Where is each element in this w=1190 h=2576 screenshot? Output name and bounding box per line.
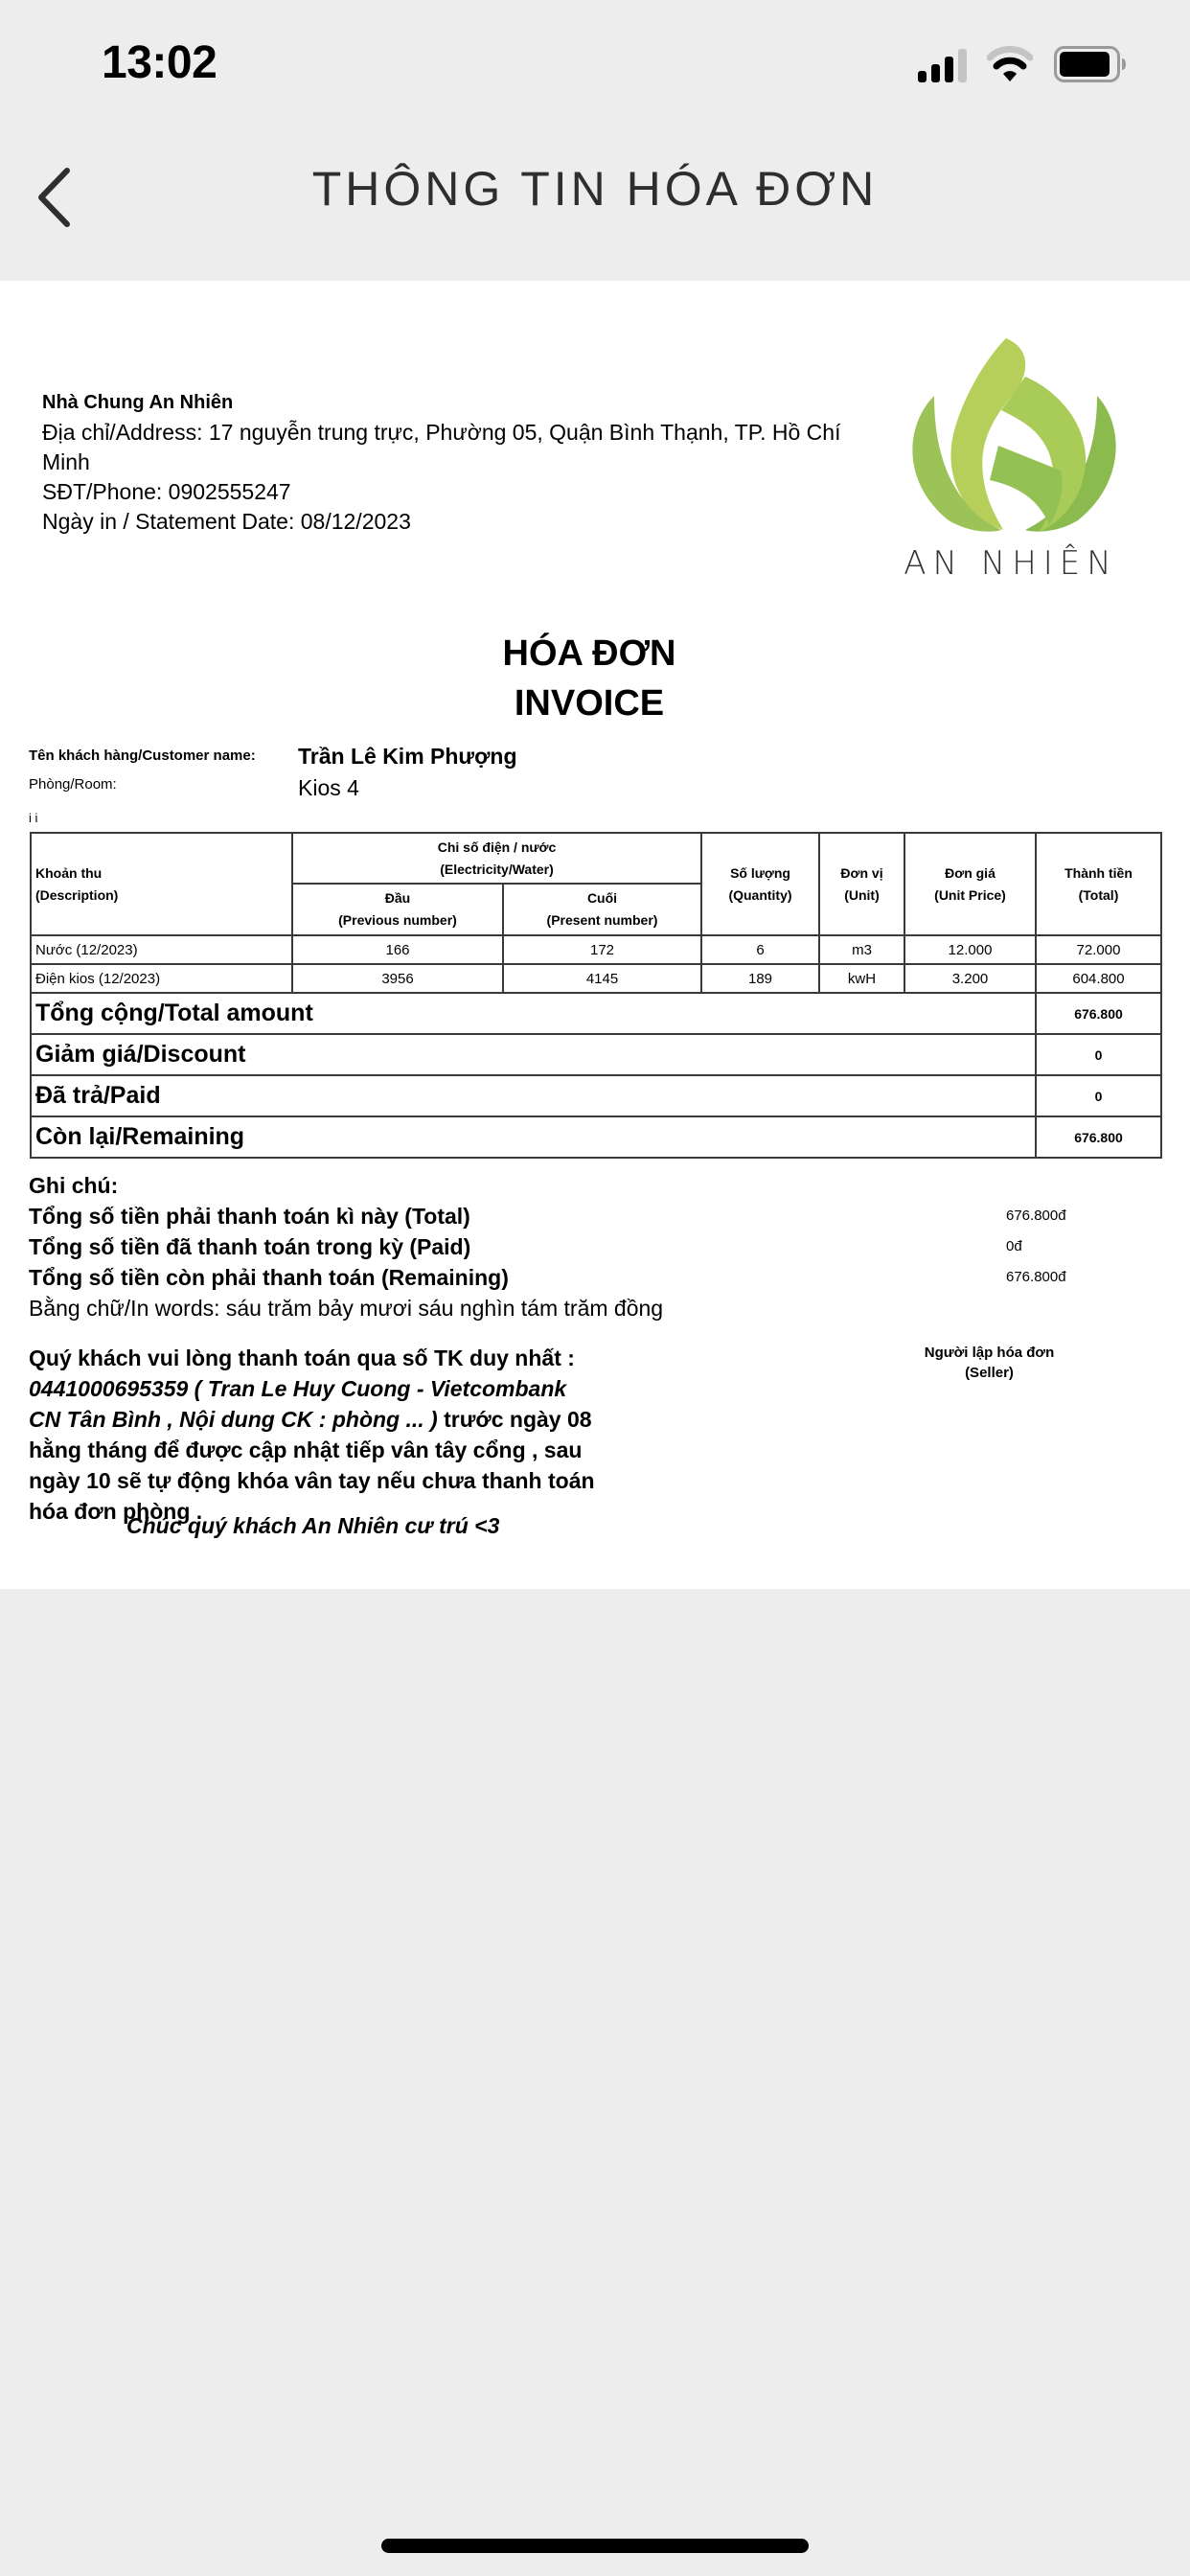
notes-heading: Ghi chú: <box>29 1173 119 1198</box>
transfer-content: CN Tân Bình , Nội dung CK : phòng ... ) <box>29 1407 438 1432</box>
header-unit: Đơn vị (Unit) <box>819 833 904 935</box>
payment-instructions <box>29 1343 642 1527</box>
cell-total: 604.800 <box>1036 964 1161 993</box>
note-paid-value: 0đ <box>1006 1238 1022 1254</box>
cell-description: Nước (12/2023) <box>31 935 292 964</box>
company-phone: SĐT/Phone: 0902555247 <box>42 479 291 504</box>
cell-present: 172 <box>503 935 701 964</box>
notes-values <box>1006 1201 1066 1293</box>
header-meter-group: Chi số điện / nước (Electricity/Water) <box>292 833 701 884</box>
payment-line-4: hằng tháng để được cập nhật tiếp vân tây cổng , sau <box>29 1438 583 1462</box>
cell-description: Điện kios (12/2023) <box>31 964 292 993</box>
cell-previous: 3956 <box>292 964 503 993</box>
company-name: Nhà Chung An Nhiên <box>42 392 234 413</box>
customer-name-label: Tên khách hàng/Customer name: <box>29 748 256 764</box>
invoice-document <box>0 281 1190 1589</box>
summary-label: Còn lại/Remaining <box>31 1116 1036 1158</box>
note-remaining-label: Tổng số tiền còn phải thanh toán (Remaining) <box>29 1265 509 1290</box>
summary-row-total <box>31 993 1161 1034</box>
summary-row-paid <box>31 1075 1161 1116</box>
brand-logo <box>896 319 1126 597</box>
note-remaining-value: 676.800đ <box>1006 1269 1066 1285</box>
cell-unit-price: 3.200 <box>904 964 1036 993</box>
invoice-title-vi: HÓA ĐƠN <box>502 633 676 674</box>
seller-label-en: (Seller) <box>965 1365 1014 1381</box>
payment-line-6: hóa đơn phòng . <box>29 1499 203 1524</box>
table-header-row <box>31 833 1161 884</box>
header-previous: Đầu (Previous number) <box>292 884 503 935</box>
cell-quantity: 6 <box>701 935 819 964</box>
cell-present: 4145 <box>503 964 701 993</box>
status-time: 13:02 <box>102 37 217 88</box>
bank-account: 0441000695359 ( Tran Le Huy Cuong - Vietcombank <box>29 1376 567 1401</box>
summary-label: Tổng cộng/Total amount <box>31 993 1036 1034</box>
payment-intro: Quý khách vui lòng thanh toán qua số TK duy nhất : <box>29 1346 575 1370</box>
cell-total: 72.000 <box>1036 935 1161 964</box>
battery-icon <box>1054 46 1127 82</box>
summary-row-discount <box>31 1034 1161 1075</box>
notes-section <box>29 1170 663 1323</box>
summary-label: Giảm giá/Discount <box>31 1034 1036 1075</box>
table-row <box>31 964 1161 993</box>
logo-text: AN NHIÊN <box>904 544 1118 583</box>
company-address: Địa chỉ/Address: 17 nguyễn trung trực, Phường 05, Quận Bình Thạnh, TP. Hồ Chí Minh <box>42 420 841 474</box>
summary-label: Đã trả/Paid <box>31 1075 1036 1116</box>
status-bar <box>0 0 1190 125</box>
summary-value: 676.800 <box>1036 993 1161 1034</box>
closing-wish: Chúc quý khách An Nhiên cư trú <3 <box>126 1513 500 1538</box>
header-quantity: Số lượng (Quantity) <box>701 833 819 935</box>
room-value: Kios 4 <box>298 775 359 800</box>
header-present: Cuối (Present number) <box>503 884 701 935</box>
customer-name-value: Trần Lê Kim Phượng <box>298 744 517 769</box>
nav-bar <box>0 125 1190 281</box>
payment-deadline: trước ngày 08 <box>437 1407 592 1432</box>
table-row <box>31 935 1161 964</box>
summary-row-remaining <box>31 1116 1161 1158</box>
summary-value: 0 <box>1036 1075 1161 1116</box>
home-indicator[interactable] <box>381 2539 809 2553</box>
stray-text: i i <box>29 811 38 825</box>
cell-unit-price: 12.000 <box>904 935 1036 964</box>
leaf-logo-icon <box>896 319 1126 540</box>
cell-unit: kwH <box>819 964 904 993</box>
wifi-icon <box>987 46 1033 82</box>
statement-date: Ngày in / Statement Date: 08/12/2023 <box>42 509 411 534</box>
page-title: THÔNG TIN HÓA ĐƠN <box>311 162 879 216</box>
amount-in-words: Bằng chữ/In words: sáu trăm bảy mươi sáu nghìn tám trăm đồng <box>29 1296 664 1321</box>
summary-value: 0 <box>1036 1034 1161 1075</box>
company-info <box>42 388 857 537</box>
header-total: Thành tiền (Total) <box>1036 833 1161 935</box>
cell-unit: m3 <box>819 935 904 964</box>
room-label: Phòng/Room: <box>29 776 117 793</box>
invoice-table <box>30 832 1162 1159</box>
payment-line-5: ngày 10 sẽ tự động khóa vân tay nếu chưa thanh toán <box>29 1468 595 1493</box>
header-description: Khoản thu (Description) <box>31 833 292 935</box>
cell-previous: 166 <box>292 935 503 964</box>
summary-value: 676.800 <box>1036 1116 1161 1158</box>
note-total-value: 676.800đ <box>1006 1208 1066 1224</box>
invoice-title-en: INVOICE <box>514 683 665 724</box>
note-paid-label: Tổng số tiền đã thanh toán trong kỳ (Paid) <box>29 1234 471 1259</box>
seller-label-vi: Người lập hóa đơn <box>924 1345 1055 1361</box>
header-unit-price: Đơn giá (Unit Price) <box>904 833 1036 935</box>
cellular-signal-icon <box>916 48 970 82</box>
note-total-label: Tổng số tiền phải thanh toán kì này (Total) <box>29 1204 470 1229</box>
cell-quantity: 189 <box>701 964 819 993</box>
seller-signature <box>901 1343 1078 1383</box>
